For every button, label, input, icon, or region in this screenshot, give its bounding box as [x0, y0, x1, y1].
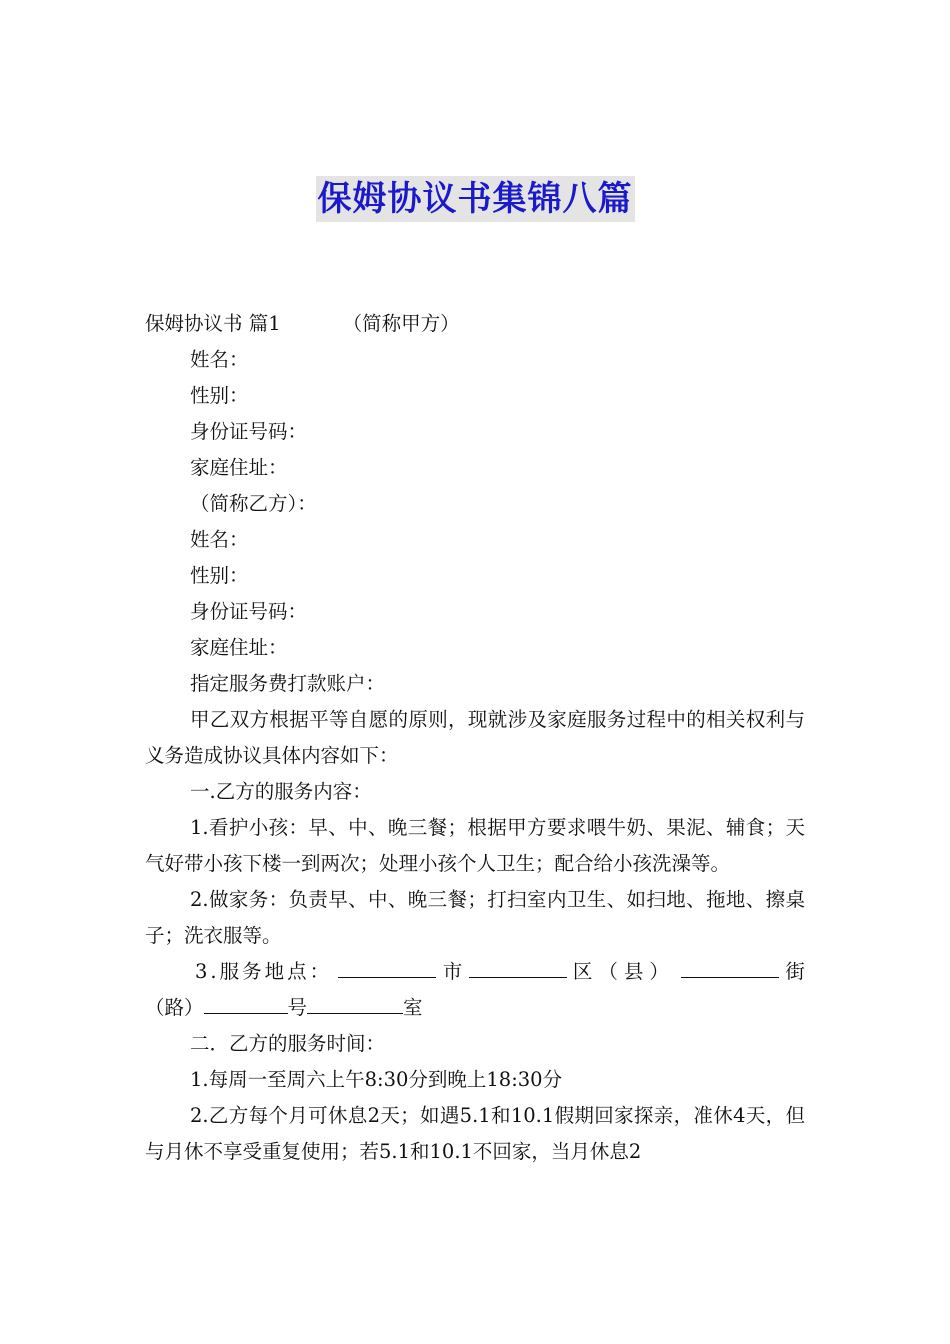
intro-paragraph: 甲乙双方根据平等自愿的原则，现就涉及家庭服务过程中的相关权利与义务造成协议具体内容如下： — [145, 708, 805, 767]
party-b-name: 姓名： — [190, 528, 249, 551]
road-blank — [204, 995, 288, 1014]
service-item-3-cont — [145, 990, 805, 1026]
city-blank — [338, 959, 436, 978]
number-blank — [307, 995, 403, 1014]
city-label: 市 — [442, 960, 463, 983]
road-label: （路） — [145, 996, 204, 1019]
section-2-heading: 二．乙方的服务时间： — [190, 1032, 386, 1055]
service-item-3 — [145, 954, 805, 990]
party-b-label: （简称乙方）： — [190, 492, 317, 515]
section-1-heading: 一.乙方的服务内容： — [190, 780, 372, 803]
document-title: 保姆协议书集锦八篇 — [316, 176, 635, 222]
payment-account: 指定服务费打款账户： — [190, 672, 386, 695]
party-a-id: 身份证号码： — [190, 420, 308, 443]
document-body — [145, 306, 805, 1170]
service-item-1: 1.看护小孩：早、中、晚三餐；根据甲方要求喂牛奶、果泥、辅食；天气好带小孩下楼一到两次；处理小孩个人卫生；配合给小孩洗澡等。 — [145, 816, 805, 875]
party-a-name: 姓名： — [190, 348, 249, 371]
service-location-label: 3.服务地点： — [195, 960, 333, 983]
party-a-address: 家庭住址： — [190, 456, 288, 479]
district-blank — [469, 959, 567, 978]
service-time-1: 1.每周一至周六上午8:30分到晚上18:30分 — [190, 1068, 563, 1091]
title-container — [0, 176, 950, 222]
district-label: 区（县） — [572, 960, 675, 983]
party-b-id: 身份证号码： — [190, 600, 308, 623]
street-blank — [681, 959, 779, 978]
party-a-gender: 性别： — [190, 384, 249, 407]
agreement-heading — [145, 306, 805, 342]
number-label: 号 — [287, 996, 308, 1019]
agreement-heading-title: 保姆协议书 篇1 — [145, 312, 281, 335]
service-item-2: 2.做家务：负责早、中、晚三餐；打扫室内卫生、如扫地、拖地、擦桌子；洗衣服等。 — [145, 888, 805, 947]
service-time-2: 2.乙方每个月可休息2天；如遇5.1和10.1假期回家探亲，准休4天，但与月休不享受重复使用；若5.1和10.1不回家，当月休息2 — [145, 1104, 805, 1163]
party-b-address: 家庭住址： — [190, 636, 288, 659]
party-a-label: （简称甲方） — [342, 312, 460, 335]
street-label: 街 — [785, 960, 805, 983]
party-b-gender: 性别： — [190, 564, 249, 587]
room-label: 室 — [403, 996, 423, 1019]
